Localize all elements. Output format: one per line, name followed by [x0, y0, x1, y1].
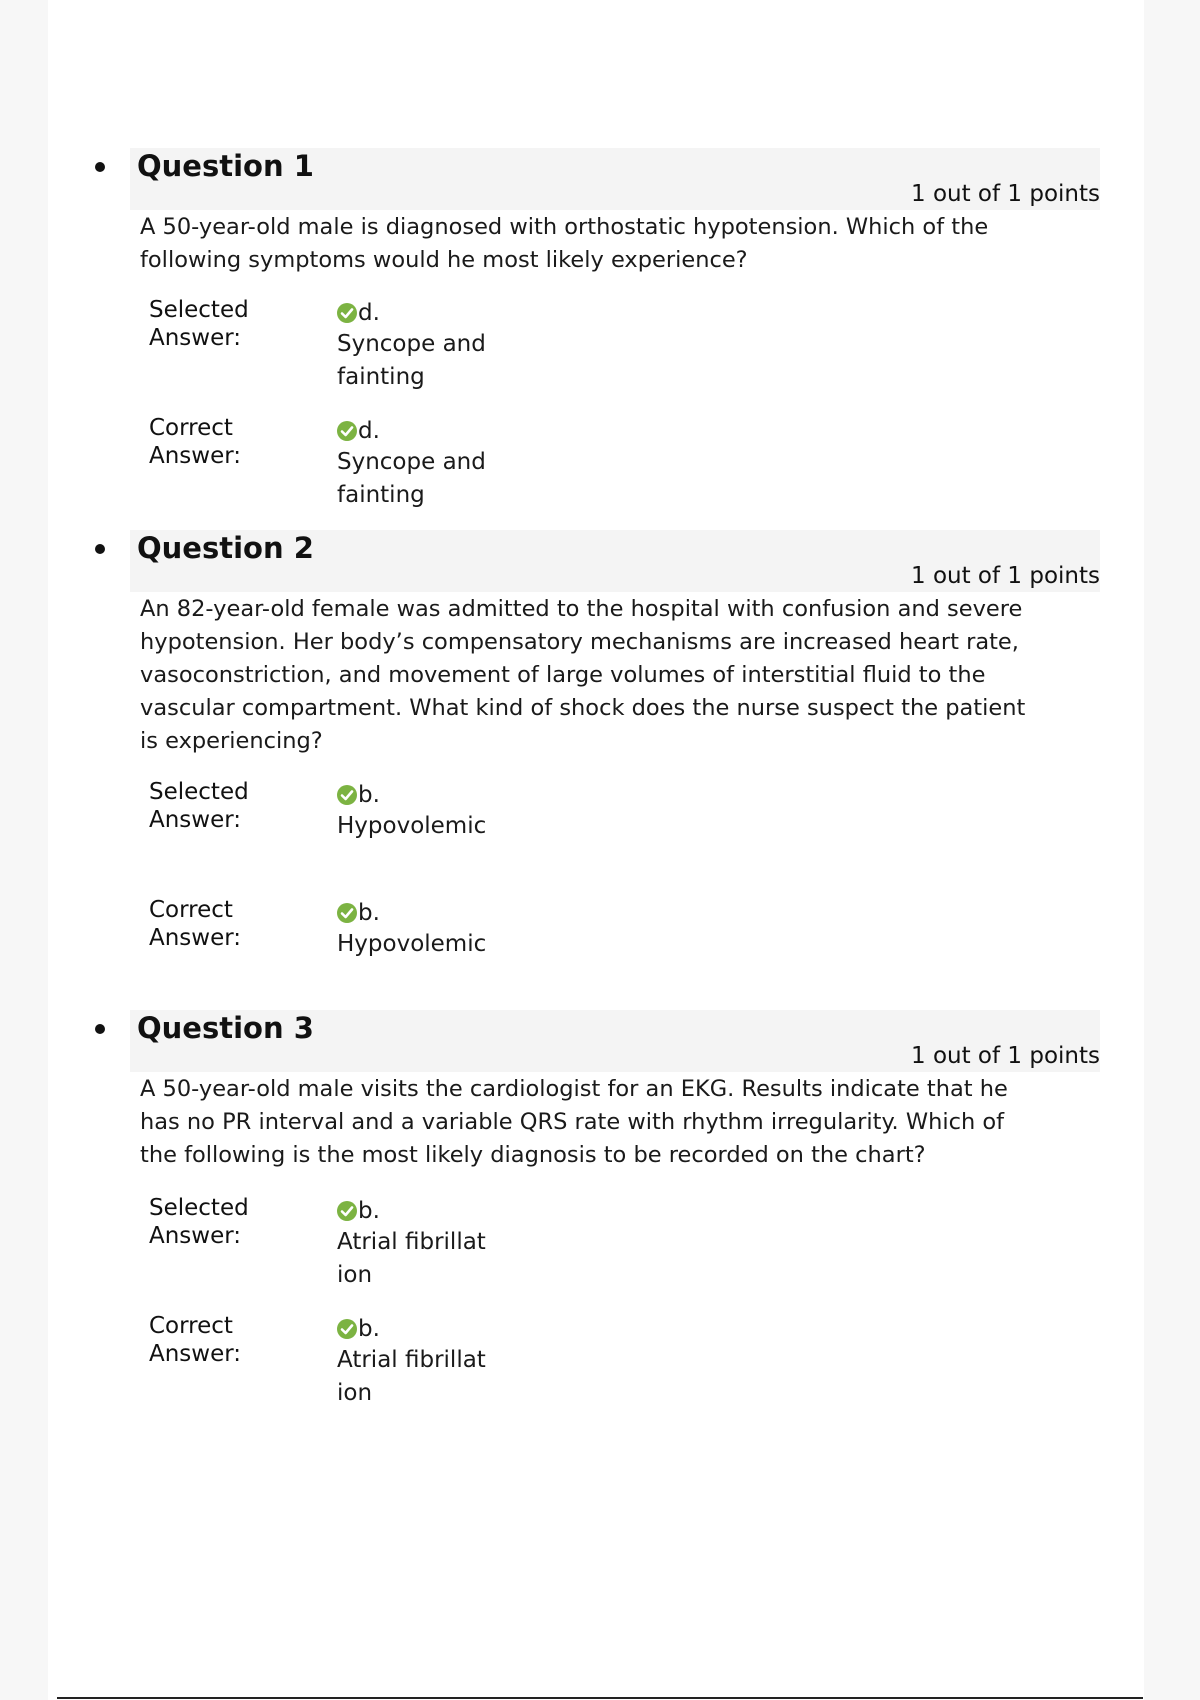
question-title: Question 1 — [137, 149, 314, 183]
correct-answer-text: Syncope and fainting — [337, 449, 486, 508]
selected-answer-letter: b. — [358, 781, 380, 808]
correct-answer-value — [337, 898, 487, 961]
question-points: 1 out of 1 points — [911, 563, 1100, 589]
question-1 — [48, 148, 1144, 518]
bullet — [95, 162, 105, 172]
question-text: A 50-year-old male visits the cardiologist for an EKG. Results indicate that he has no PR interval and a variable QRS rate with rhythm irregularity. Which of the following is the most likely diagnosis to be recorded on the chart? — [140, 1076, 1008, 1168]
selected-answer-label: Selected Answer: — [149, 1195, 249, 1249]
correct-answer-letter: b. — [358, 899, 380, 926]
selected-answer-text: Syncope and fainting — [337, 331, 486, 390]
check-circle-icon — [337, 1319, 357, 1339]
correct-answer-block — [149, 414, 549, 524]
check-circle-icon — [337, 303, 357, 323]
selected-answer-letter: b. — [358, 1197, 380, 1224]
correct-answer-block — [149, 896, 549, 1006]
correct-answer-value — [337, 416, 487, 512]
selected-answer-label: Selected Answer: — [149, 779, 249, 833]
correct-answer-block — [149, 1312, 549, 1422]
document-page — [48, 0, 1144, 1700]
bullet — [95, 544, 105, 554]
selected-answer-block — [149, 1194, 549, 1304]
selected-answer-text: Atrial fibrillation — [337, 1229, 486, 1288]
selected-answer-letter: d. — [358, 299, 380, 326]
correct-answer-text: Hypovolemic — [337, 931, 487, 957]
question-text: An 82-year-old female was admitted to the hospital with confusion and severe hypotension. Her body’s compensatory mechanisms are increased heart rate, vasoconstriction, and movement of large volumes of interstitial fluid to the vascular compartment. What kind of shock does the nurse suspect the patient is experiencing? — [140, 596, 1026, 754]
selected-answer-block — [149, 296, 549, 406]
selected-answer-value — [337, 780, 487, 843]
selected-answer-label: Selected Answer: — [149, 297, 249, 351]
check-circle-icon — [337, 903, 357, 923]
bullet — [95, 1024, 105, 1034]
question-2 — [48, 530, 1144, 1000]
selected-answer-block — [149, 778, 549, 888]
selected-answer-value — [337, 1196, 487, 1292]
correct-answer-text: Atrial fibrillation — [337, 1347, 486, 1406]
correct-answer-letter: d. — [358, 417, 380, 444]
question-title: Question 2 — [137, 531, 314, 565]
correct-answer-label: Correct Answer: — [149, 415, 242, 469]
correct-answer-letter: b. — [358, 1315, 380, 1342]
correct-answer-value — [337, 1314, 487, 1410]
check-circle-icon — [337, 421, 357, 441]
question-title: Question 3 — [137, 1011, 314, 1045]
question-3 — [48, 1010, 1144, 1420]
selected-answer-value — [337, 298, 487, 394]
correct-answer-label: Correct Answer: — [149, 1313, 242, 1367]
question-points: 1 out of 1 points — [911, 181, 1100, 207]
question-points: 1 out of 1 points — [911, 1043, 1100, 1069]
check-circle-icon — [337, 785, 357, 805]
question-text: A 50-year-old male is diagnosed with orthostatic hypotension. Which of the following symptoms would he most likely experience? — [140, 214, 989, 273]
footer-rule — [57, 1697, 1143, 1699]
check-circle-icon — [337, 1201, 357, 1221]
selected-answer-text: Hypovolemic — [337, 813, 487, 839]
correct-answer-label: Correct Answer: — [149, 897, 242, 951]
